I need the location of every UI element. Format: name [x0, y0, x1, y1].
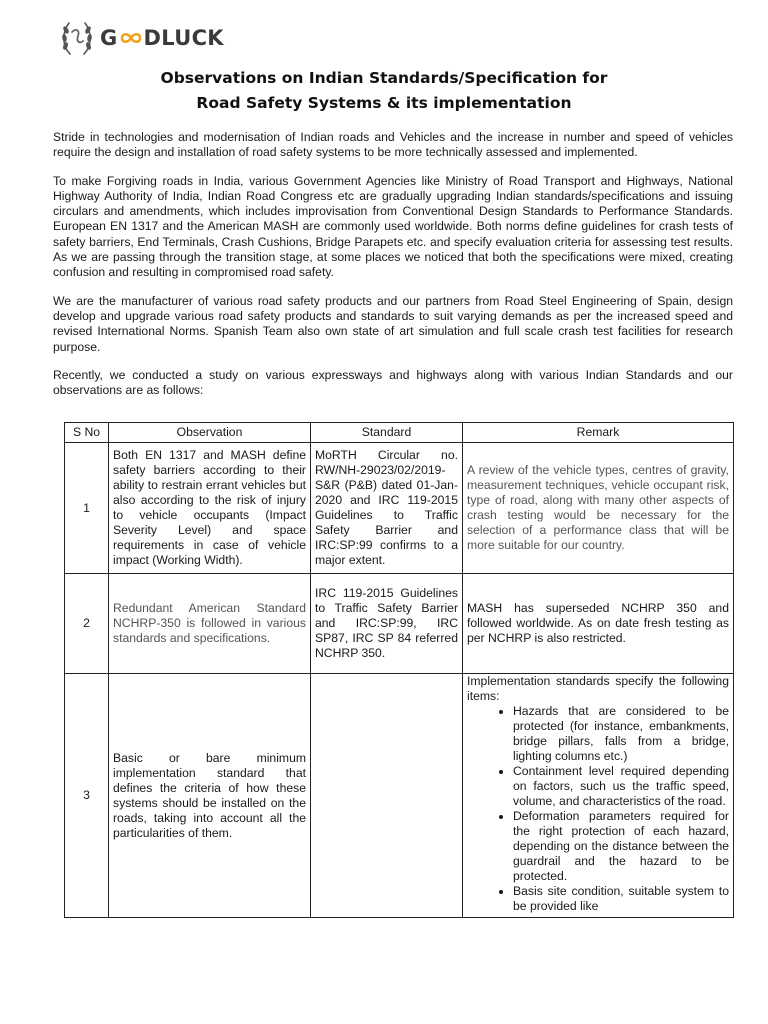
paragraph: To make Forgiving roads in India, various Government Agencies like Ministry of Road Transport and Highways, National Highway Authority of India, Indian Road Congress etc are gradually upgrading Indian standards/specifications and issuing circulars and amendments, which includes improvisation from Conventional Design Standards to Performance Standards. European EN 1317 and the American MASH are commonly used worldwide. Both norms define guidelines for crash tests of safety barriers, End Terminals, Crash Cushions, Bridge Parapets etc. and specify evaluation criteria for assessing test results. As we are passing through the transition stage, at some places we noticed that both the specifications were mixed, creating confusion and resulting in compromised road safety. — [53, 173, 733, 280]
infinity-icon — [119, 31, 143, 45]
title-line-2: Road Safety Systems & its implementation — [196, 94, 572, 112]
cell-standard: MoRTH Circular no. RW/NH-29023/02/2019-S&R (P&B) dated 01-Jan-2020 and IRC 119-2015 Guidelines to Traffic Safety Barrier and IRC:SP:99 confirms to a major extent. — [311, 443, 463, 574]
list-item: • Containment level required depending on factors, such us the traffic speed, volume, and characteristics of the road. — [513, 764, 729, 809]
remark-list — [467, 704, 729, 914]
paragraph: Recently, we conducted a study on various expressways and highways along with various Indian Standards and our observations are as follows: — [53, 367, 733, 398]
header-sno: S No — [65, 423, 109, 443]
list-item: • Basis site condition, suitable system to be provided like — [513, 884, 729, 914]
header-remark: Remark — [463, 423, 734, 443]
laurel-emblem-icon — [60, 18, 94, 58]
paragraph: Stride in technologies and modernisation of Indian roads and Vehicles and the increase in number and speed of vehicles require the design and installation of road safety systems to be more technically assessed and implemented. — [53, 130, 733, 160]
cell-observation: Basic or bare minimum implementation standard that defines the criteria of how these systems should be installed on the roads, taking into account all the particularities of them. — [109, 674, 311, 918]
cell-sno: 1 — [65, 443, 109, 574]
cell-sno: 3 — [65, 674, 109, 918]
title-line-1: Observations on Indian Standards/Specification for — [160, 69, 608, 87]
observations-table — [64, 422, 734, 918]
table-header-row — [65, 423, 734, 443]
cell-remark: A review of the vehicle types, centres of gravity, measurement techniques, vehicle occupant risk, type of road, along with many other aspects of crash testing would be necessary for the selection of a performance class that will be more suitable for our country. — [463, 443, 734, 574]
table-row — [65, 443, 734, 574]
brand-name-left: G — [100, 26, 118, 50]
header-standard: Standard — [311, 423, 463, 443]
list-item: • Deformation parameters required for the right protection of each hazard, depending on the distance between the guardrail and the hazard to be protected. — [513, 809, 729, 884]
company-logo — [60, 16, 224, 60]
list-item: • Hazards that are considered to be protected (for instance, embankments, bridge pillars, falls from a bridge, lighting columns etc.) — [513, 704, 729, 764]
intro-text — [53, 130, 733, 411]
document-title — [0, 66, 768, 116]
cell-remark: MASH has superseded NCHRP 350 and followed worldwide. As on date fresh testing as per NCHRP is also restricted. — [463, 574, 734, 674]
cell-remark — [463, 674, 734, 918]
cell-standard: IRC 119-2015 Guidelines to Traffic Safety Barrier and IRC:SP:99, IRC SP87, IRC SP 84 referred NCHRP 350. — [311, 574, 463, 674]
cell-sno: 2 — [65, 574, 109, 674]
table-row — [65, 674, 734, 918]
cell-observation: Redundant American Standard NCHRP-350 is followed in various standards and specifications. — [109, 574, 311, 674]
header-observation: Observation — [109, 423, 311, 443]
remark-intro: Implementation standards specify the following items: — [467, 674, 729, 703]
paragraph: We are the manufacturer of various road safety products and our partners from Road Steel Engineering of Spain, design develop and upgrade various road safety products and standards to suit varying demands as per the increased speed and revised International Norms. Spanish Team also own state of art simulation and full scale crash test facilities for research purpose. — [53, 293, 733, 354]
cell-observation: Both EN 1317 and MASH define safety barriers according to their ability to restrain errant vehicles but also according to the risk of injury to vehicle occupants (Impact Severity Level) and space requirements in case of vehicle impact (Working Width). — [109, 443, 311, 574]
brand-name — [100, 26, 224, 50]
brand-name-right: DLUCK — [143, 26, 224, 50]
cell-standard — [311, 674, 463, 918]
table-row — [65, 574, 734, 674]
